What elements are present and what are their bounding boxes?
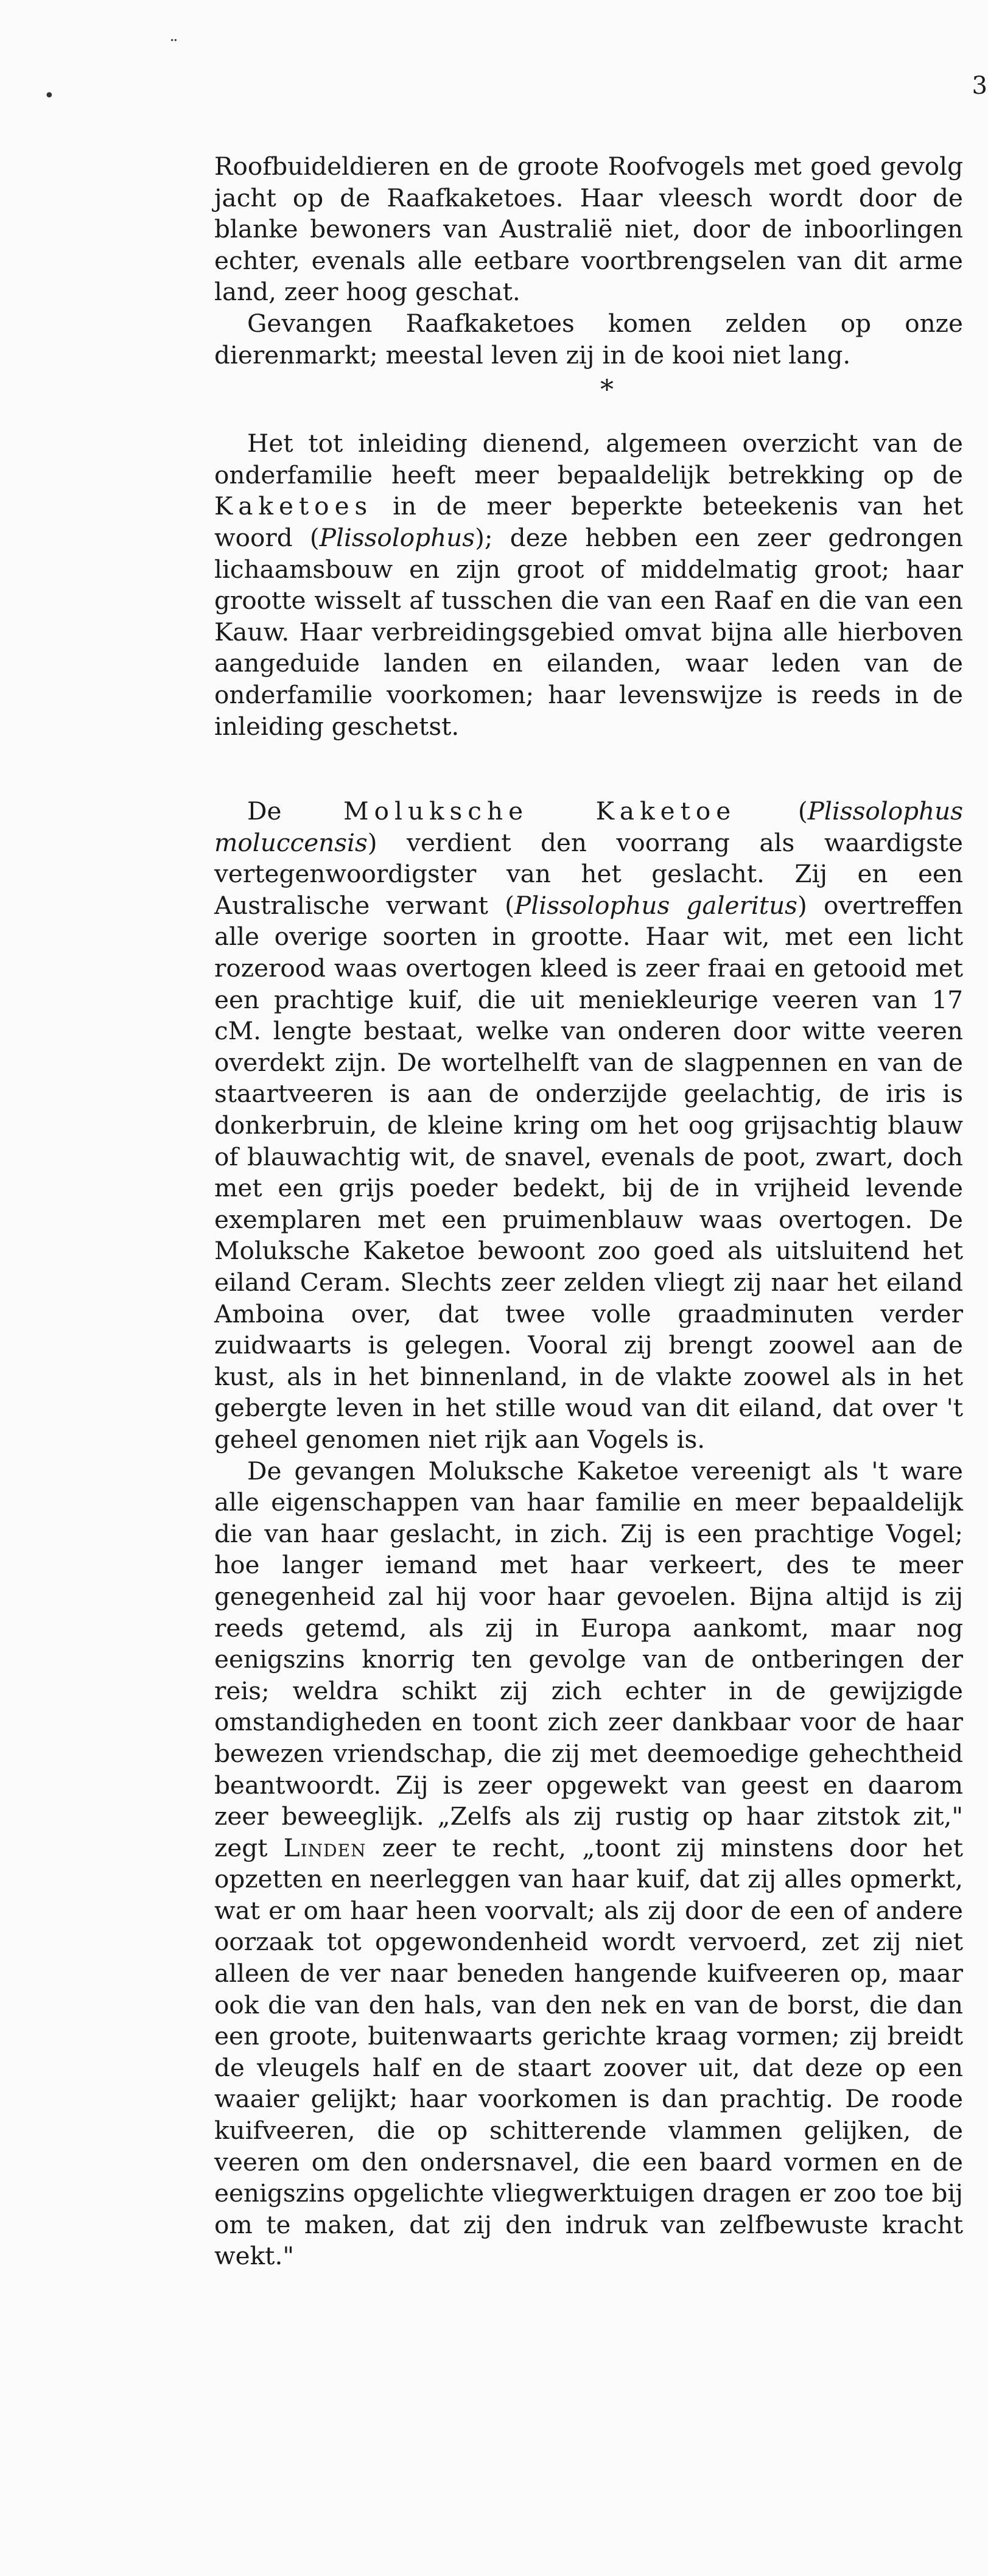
margin-speck: ¨ (169, 37, 178, 58)
text-column (214, 151, 963, 2272)
paragraph-captive-behaviour: De gevangen Moluksche Kaketoe vereenigt als 't ware alle eigenschappen van haar familie en meer bepaaldelijk die van haar geslacht, in zich. Zij is een prachtige Vogel; hoe langer iemand met haar verkeert, des te meer genegenheid zal hij voor haar gevoelen. Bijna altijd is zij reeds getemd, als zij in Europa aankomt, maar nog eenigszins knorrig ten gevolge van de ontberingen der reis; weldra schikt zij zich echter in de gewijzigde omstandigheden en toont zich zeer dankbaar voor de haar bewezen vriendschap, die zij met deemoedige gehechtheid beantwoordt. Zij is zeer opgewekt van geest en daarom zeer beweeglijk. „Zelfs als zij rustig op haar zitstok zit," zegt Linden zeer te recht, „toont zij minstens door het opzetten en neerleggen van haar kuif, dat zij alles opmerkt, wat er om haar heen voorvalt; als zij door de een of andere oorzaak tot opgewondenheid wordt vervoerd, zet zij niet alleen de ver naar beneden hangende kuifveeren op, maar ook die van den hals, van den nek en van de borst, die dan een groote, buitenwaarts gerichte kraag vormen; zij breidt de vleugels half en de staart zoover uit, dat deze op een waaier gelijkt; haar voorkomen is dan prachtig. De roode kuifveeren, die op schitterende vlammen gelijken, de veeren om den ondersnavel, die een baard vormen en de eenigszins opgelichte vliegwerktuigen dragen er zoo toe bij om te maken, dat zij den indruk van zelfbewuste kracht wekt." (214, 1456, 963, 2271)
term-moluksche-kaketoe: Moluksche Kaketoe (343, 796, 737, 826)
term-kaketoes: Kaketoes (214, 491, 373, 521)
latin-name: Plissolophus moluccensis (214, 796, 963, 857)
page-number: 3 (972, 72, 988, 100)
paragraph-moluksche: De Moluksche Kaketoe (Plissolophus moluccensis) verdient den voorrang als waardigste vertegenwoordigster van het geslacht. Zij en een Australische verwant (Plissolophus galeritus) overtreffen alle overige soorten in grootte. Haar wit, met een licht rozerood waas overtogen kleed is zeer fraai en getooid met een prachtige kuif, die uit meniekleurige veeren van 17 cM. lengte bestaat, welke van onderen door witte veeren overdekt zijn. De wortelhelft van de slagpennen en van de staartveeren is aan de onderzijde geelachtig, de iris is donkerbruin, de kleine kring om het oog grijsachtig blauw of blauwachtig wit, de snavel, evenals de poot, zwart, doch met een grijs poeder bedekt, bij de in vrijheid levende exemplaren met een pruimenblauw waas overtogen. De Moluksche Kaketoe bewoont zoo goed als uitsluitend het eiland Ceram. Slechts zeer zelden vliegt zij naar het eiland Amboina over, dat twee volle graadminuten verder zuidwaarts is gelegen. Vooral zij brengt zoowel aan de kust, als in het binnenland, in de vlakte zoowel als in het gebergte leven in het stille woud van dit eiland, dat over 't geheel genomen niet rijk aan Vogels is. (214, 796, 963, 1454)
author-name: Linden (283, 1833, 366, 1862)
paragraph-gap (214, 742, 963, 796)
paragraph-overview: Het tot inleiding dienend, algemeen overzicht van de onderfamilie heeft meer bepaaldelijk betrekking op de Kaketoes in de meer beperkte beteekenis van het woord (Plissolophus); deze hebben een zeer gedrongen lichaamsbouw en zijn groot of middelmatig groot; haar grootte wisselt af tusschen die van een Raaf en die van een Kauw. Haar verbreidingsgebied omvat bijna alle hierboven aangeduide landen en eilanden, waar leden van de onderfamilie voorkomen; haar levenswijze is reeds in de inleiding geschetst. (214, 429, 963, 741)
latin-name: Plissolophus (319, 522, 475, 552)
paragraph-captive: Gevangen Raafkaketoes komen zelden op onze dierenmarkt; meestal leven zij in de kooi niet lang. (214, 308, 963, 370)
section-separator: * (600, 374, 614, 406)
latin-name: Plissolophus galeritus (514, 890, 797, 920)
margin-speck: • (44, 85, 55, 107)
paragraph-continuation: Roofbuideldieren en de groote Roofvogels met goed gevolg jacht op de Raafkaketoes. Haar vleesch wordt door de blanke bewoners van Australië niet, door de inboorlingen echter, evenals alle eetbare voortbrengselen van dit arme land, zeer hoog geschat. (214, 152, 963, 307)
